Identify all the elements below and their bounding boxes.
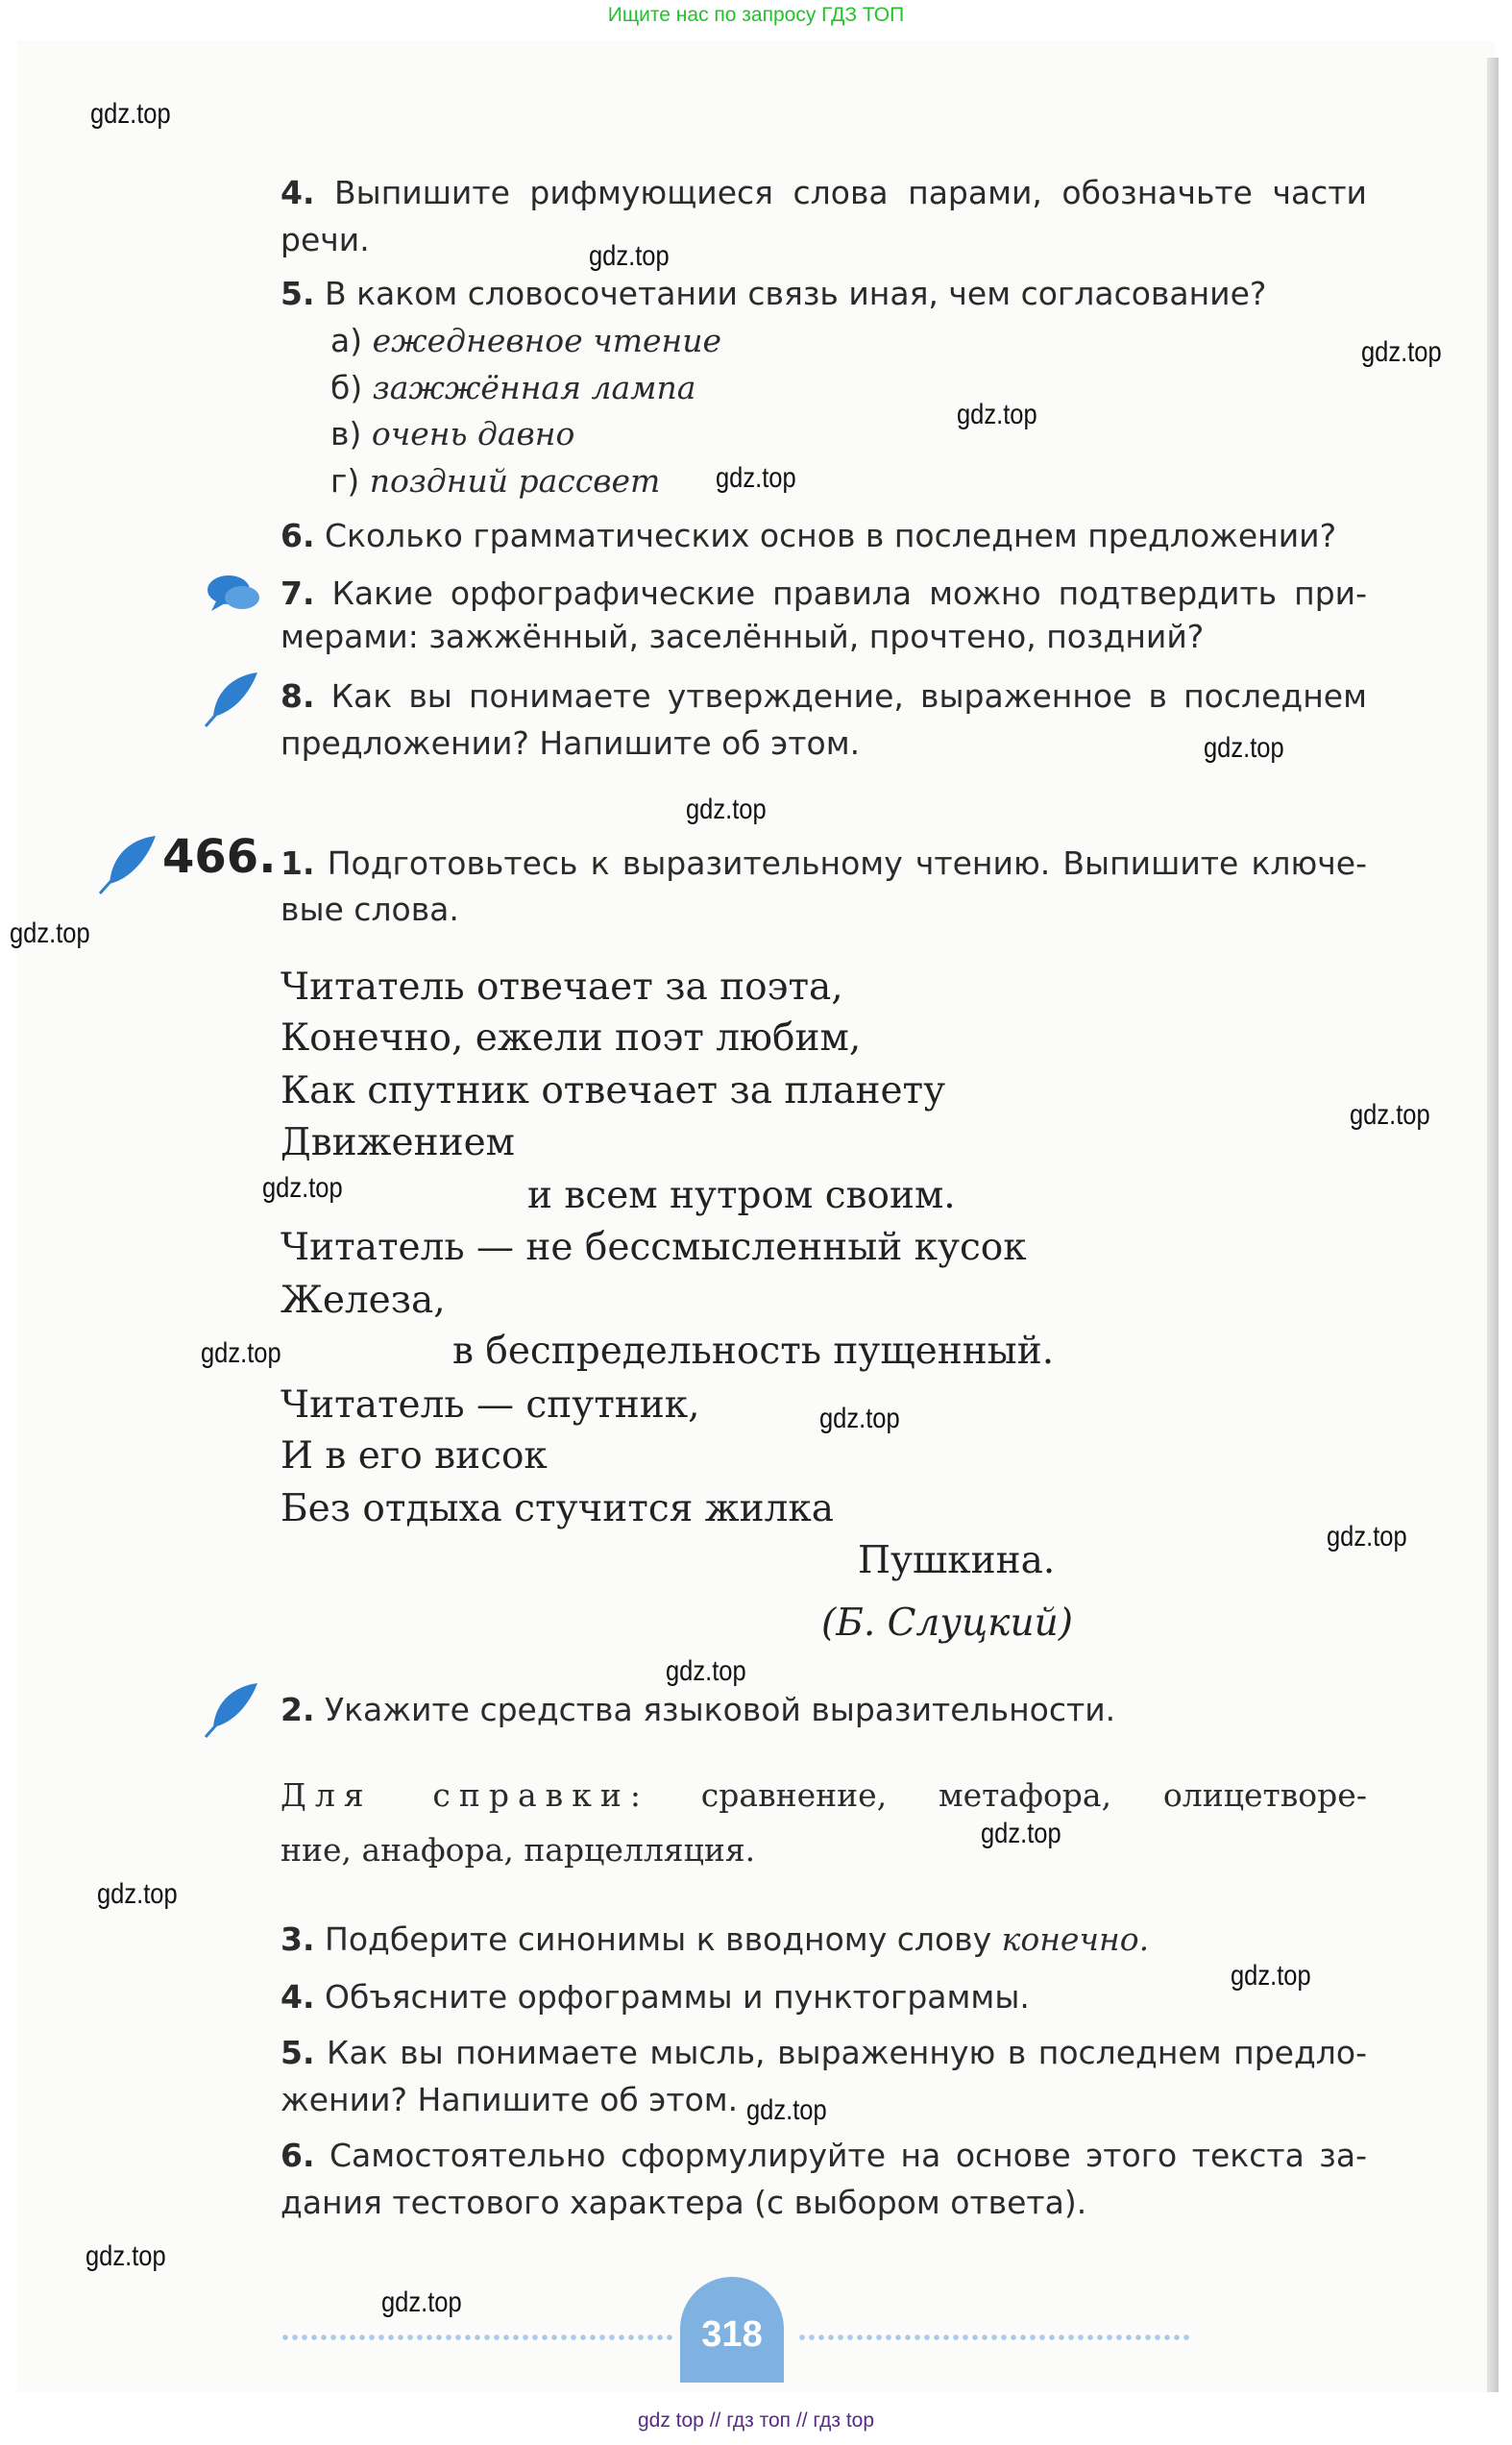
- footer-links[interactable]: gdz top // гдз топ // гдз top: [637, 2409, 875, 2432]
- q1-number: 1.: [280, 844, 315, 882]
- poem-line: Пушкина.: [858, 1539, 1056, 1582]
- watermark: gdz.top: [1327, 1521, 1407, 1553]
- watermark: gdz.top: [716, 462, 796, 494]
- q8-number: 8.: [280, 677, 315, 715]
- option-text: поздний рассвет: [369, 462, 661, 500]
- exercise-number: 466.: [162, 830, 277, 884]
- q2-text: Укажите средства языковой выразительности.: [325, 1691, 1116, 1728]
- ex-q1-line1: [280, 843, 1367, 885]
- q4-text: Объясните орфограммы и пунктограммы.: [325, 1978, 1030, 2016]
- poem-line: Без отдыха стучится жилка: [280, 1487, 834, 1530]
- ex-q2: [280, 1689, 1115, 1731]
- q5-text: Как вы понимаете мысль, выраженную в последнем предло-: [327, 2034, 1367, 2071]
- option-a: [330, 320, 721, 362]
- watermark: gdz.top: [85, 2240, 166, 2272]
- q6: [280, 515, 1336, 557]
- option-text: очень давно: [371, 415, 575, 452]
- option-label: а): [330, 322, 363, 359]
- option-label: б): [330, 369, 363, 406]
- ex-q5-line2: жении? Напишите об этом.: [280, 2081, 739, 2118]
- watermark: gdz.top: [819, 1403, 900, 1434]
- poem-line: Движением: [280, 1121, 516, 1164]
- q8-text: Как вы понимаете утверждение, выраженное в последнем: [330, 677, 1367, 715]
- poem-line: И в его висок: [280, 1434, 548, 1478]
- poem-line: Читатель — спутник,: [280, 1383, 700, 1427]
- ex-q3: [280, 1919, 1149, 1961]
- q6-text: Сколько грамматических основ в последнем предложении?: [325, 517, 1337, 554]
- option-c: [330, 413, 574, 455]
- q5-number: 5.: [280, 275, 315, 312]
- discussion-icon: [206, 571, 263, 615]
- ex-q1-line2: вые слова.: [280, 891, 459, 928]
- poem-line: в беспредельность пущенный.: [452, 1330, 1055, 1373]
- option-b: [330, 367, 695, 409]
- watermark: gdz.top: [381, 2286, 462, 2318]
- feather-pen-icon: [202, 1679, 261, 1741]
- ex-q6-line1: [280, 2135, 1367, 2177]
- watermark: gdz.top: [97, 1878, 178, 1910]
- reference-text: сравнение, метафора, олицетворе-: [700, 1776, 1367, 1814]
- q4-number: 4.: [280, 174, 315, 211]
- q7-text: Какие орфографические правила можно подтвердить при-: [331, 575, 1367, 612]
- q3-word: конечно.: [1001, 1920, 1150, 1958]
- watermark: gdz.top: [957, 399, 1037, 430]
- poem-line: и всем нутром своим.: [527, 1174, 956, 1217]
- ex-q6-line2: дания тестового характера (с выбором ответа).: [280, 2184, 1087, 2221]
- option-text: зажжённая лампа: [372, 369, 696, 406]
- option-label: г): [330, 462, 360, 500]
- poem-line: Конечно, ежели поэт любим,: [280, 1016, 862, 1060]
- q4-line2: речи.: [280, 221, 370, 258]
- q8-line2: предложении? Напишите об этом.: [280, 724, 861, 762]
- watermark: gdz.top: [1361, 336, 1442, 368]
- q7-line1: [280, 573, 1367, 615]
- watermark: gdz.top: [10, 917, 90, 949]
- watermark: gdz.top: [262, 1172, 343, 1204]
- q4-number: 4.: [280, 1978, 315, 2016]
- q3-number: 3.: [280, 1920, 315, 1958]
- poem-line: Читатель отвечает за поэта,: [280, 966, 843, 1009]
- page-number: 318: [680, 2277, 784, 2383]
- q8-line1: [280, 675, 1367, 718]
- poem-line: Читатель — не бессмысленный кусок: [280, 1226, 1027, 1269]
- feather-pen-icon: [96, 832, 159, 897]
- poem-author: (Б. Слуцкий): [821, 1601, 1073, 1645]
- q4-text: Выпишите рифмующиеся слова парами, обозначьте части: [334, 174, 1367, 211]
- page-edge: [1487, 58, 1499, 2392]
- q7-number: 7.: [280, 575, 315, 612]
- watermark: gdz.top: [1204, 732, 1284, 764]
- q5-text: В каком словосочетании связь иная, чем согласование?: [325, 275, 1267, 312]
- option-label: в): [330, 415, 362, 452]
- option-d: [330, 460, 660, 502]
- watermark: gdz.top: [666, 1655, 746, 1687]
- reference-line2: ние, анафора, парцелляция.: [280, 1831, 756, 1869]
- search-banner[interactable]: Ищите нас по запросу ГДЗ ТОП: [607, 4, 905, 26]
- ex-q5-line1: [280, 2032, 1367, 2074]
- q6-number: 6.: [280, 517, 315, 554]
- q5: [280, 273, 1266, 315]
- poem-line: Железа,: [280, 1279, 446, 1322]
- q7-line2: мерами: зажжённый, заселённый, прочтено, поздний?: [280, 618, 1205, 655]
- q6-text: Самостоятельно сформулируйте на основе этого текста за-: [329, 2137, 1367, 2174]
- watermark: gdz.top: [686, 794, 767, 825]
- dotted-rule-right: [797, 2335, 1189, 2340]
- watermark: gdz.top: [589, 240, 670, 272]
- q2-number: 2.: [280, 1691, 315, 1728]
- q1-text: Подготовьтесь к выразительному чтению. Выпишите ключе-: [327, 844, 1367, 882]
- watermark: gdz.top: [90, 98, 171, 130]
- poem-line: Как спутник отвечает за планету: [280, 1069, 946, 1112]
- q5-number: 5.: [280, 2034, 315, 2071]
- q4-line1: [280, 172, 1367, 214]
- q3-text: Подберите синонимы к вводному слову: [325, 1920, 992, 1958]
- reference-label: Для справки:: [280, 1776, 649, 1814]
- option-text: ежедневное чтение: [372, 322, 722, 359]
- ex-q4: [280, 1976, 1030, 2018]
- watermark: gdz.top: [746, 2094, 827, 2126]
- watermark: gdz.top: [201, 1337, 281, 1369]
- reference-line1: [280, 1774, 1367, 1817]
- watermark: gdz.top: [1231, 1960, 1311, 1992]
- dotted-rule-left: [280, 2335, 672, 2340]
- feather-pen-icon: [202, 669, 261, 730]
- watermark: gdz.top: [1350, 1099, 1430, 1131]
- watermark: gdz.top: [981, 1818, 1061, 1849]
- q6-number: 6.: [280, 2137, 315, 2174]
